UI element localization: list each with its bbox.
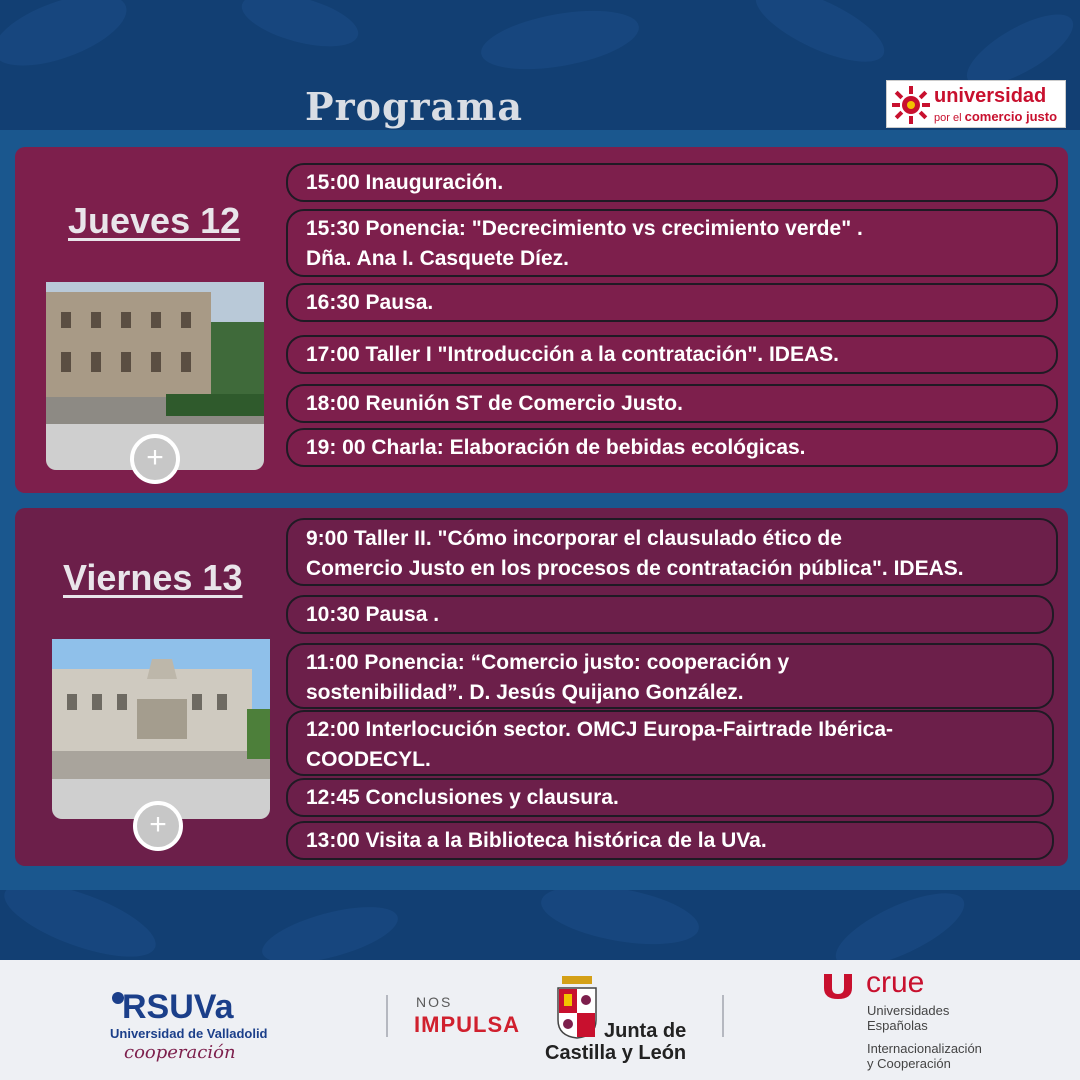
sun-emblem-icon: [891, 85, 931, 125]
university-building-photo: [52, 639, 270, 779]
schedule-item-friday-6: 13:00 Visita a la Biblioteca histórica de la UVa.: [286, 821, 1054, 860]
expand-thursday-button[interactable]: +: [130, 434, 180, 484]
crue-line2: Españolas: [867, 1018, 928, 1033]
junta-line1: Junta de: [604, 1020, 687, 1042]
universidad-comercio-justo-logo: [886, 80, 1066, 128]
schedule-item-thursday-2: 15:30 Ponencia: "Decrecimiento vs crecimiento verde" . Dña. Ana I. Casquete Díez.: [286, 209, 1058, 277]
expand-friday-button[interactable]: +: [133, 801, 183, 851]
schedule-item-thursday-6: 19: 00 Charla: Elaboración de bebidas ecológicas.: [286, 428, 1058, 467]
crue-line1: Universidades: [867, 1003, 950, 1018]
day-heading-friday: Viernes 13: [63, 557, 243, 598]
schedule-item-friday-2: 10:30 Pausa .: [286, 595, 1054, 634]
day-heading-thursday: Jueves 12: [68, 200, 241, 241]
schedule-item-friday-3: 11:00 Ponencia: “Comercio justo: cooperación y sostenibilidad”. D. Jesús Quijano González.: [286, 643, 1054, 709]
logo-subtitle: por el comercio justo: [934, 109, 1058, 124]
rsuva-name: RSUVa: [122, 988, 234, 1026]
logo-universidad-text: universidad: [934, 85, 1047, 107]
nos-impulsa-top: NOS: [416, 994, 453, 1010]
schedule-item-thursday-3: 16:30 Pausa.: [286, 283, 1058, 322]
schedule-item-friday-1: 9:00 Taller II. "Cómo incorporar el clausulado ético de Comercio Justo en los procesos de contratación pública". IDEAS.: [286, 518, 1058, 586]
crue-line3: Internacionalización: [867, 1041, 982, 1056]
crue-mark-icon: [822, 972, 854, 1000]
rsuva-logo: [110, 988, 280, 1068]
crue-line4: y Cooperación: [867, 1056, 951, 1071]
friday-photo-card[interactable]: [52, 639, 270, 819]
crue-name: crue: [866, 966, 925, 999]
palacio-santa-cruz-photo: [46, 282, 264, 424]
footer-divider-2: [722, 995, 724, 1037]
page-title: Programa: [305, 84, 523, 129]
footer-divider-1: [386, 995, 388, 1037]
schedule-item-thursday-4: 17:00 Taller I "Introducción a la contratación". IDEAS.: [286, 335, 1058, 374]
schedule-item-friday-5: 12:45 Conclusiones y clausura.: [286, 778, 1054, 817]
schedule-item-friday-4: 12:00 Interlocución sector. OMCJ Europa-Fairtrade Ibérica- COODECYL.: [286, 710, 1054, 776]
nos-impulsa-bottom: IMPULSA: [414, 1012, 520, 1037]
schedule-item-thursday-1: 15:00 Inauguración.: [286, 163, 1058, 202]
schedule-item-thursday-5: 18:00 Reunión ST de Comercio Justo.: [286, 384, 1058, 423]
junta-line2: Castilla y León: [545, 1042, 687, 1064]
castilla-leon-shield-icon: [556, 976, 598, 1040]
rsuva-tagline: cooperación: [124, 1042, 236, 1063]
rsuva-university: Universidad de Valladolid: [110, 1026, 268, 1041]
